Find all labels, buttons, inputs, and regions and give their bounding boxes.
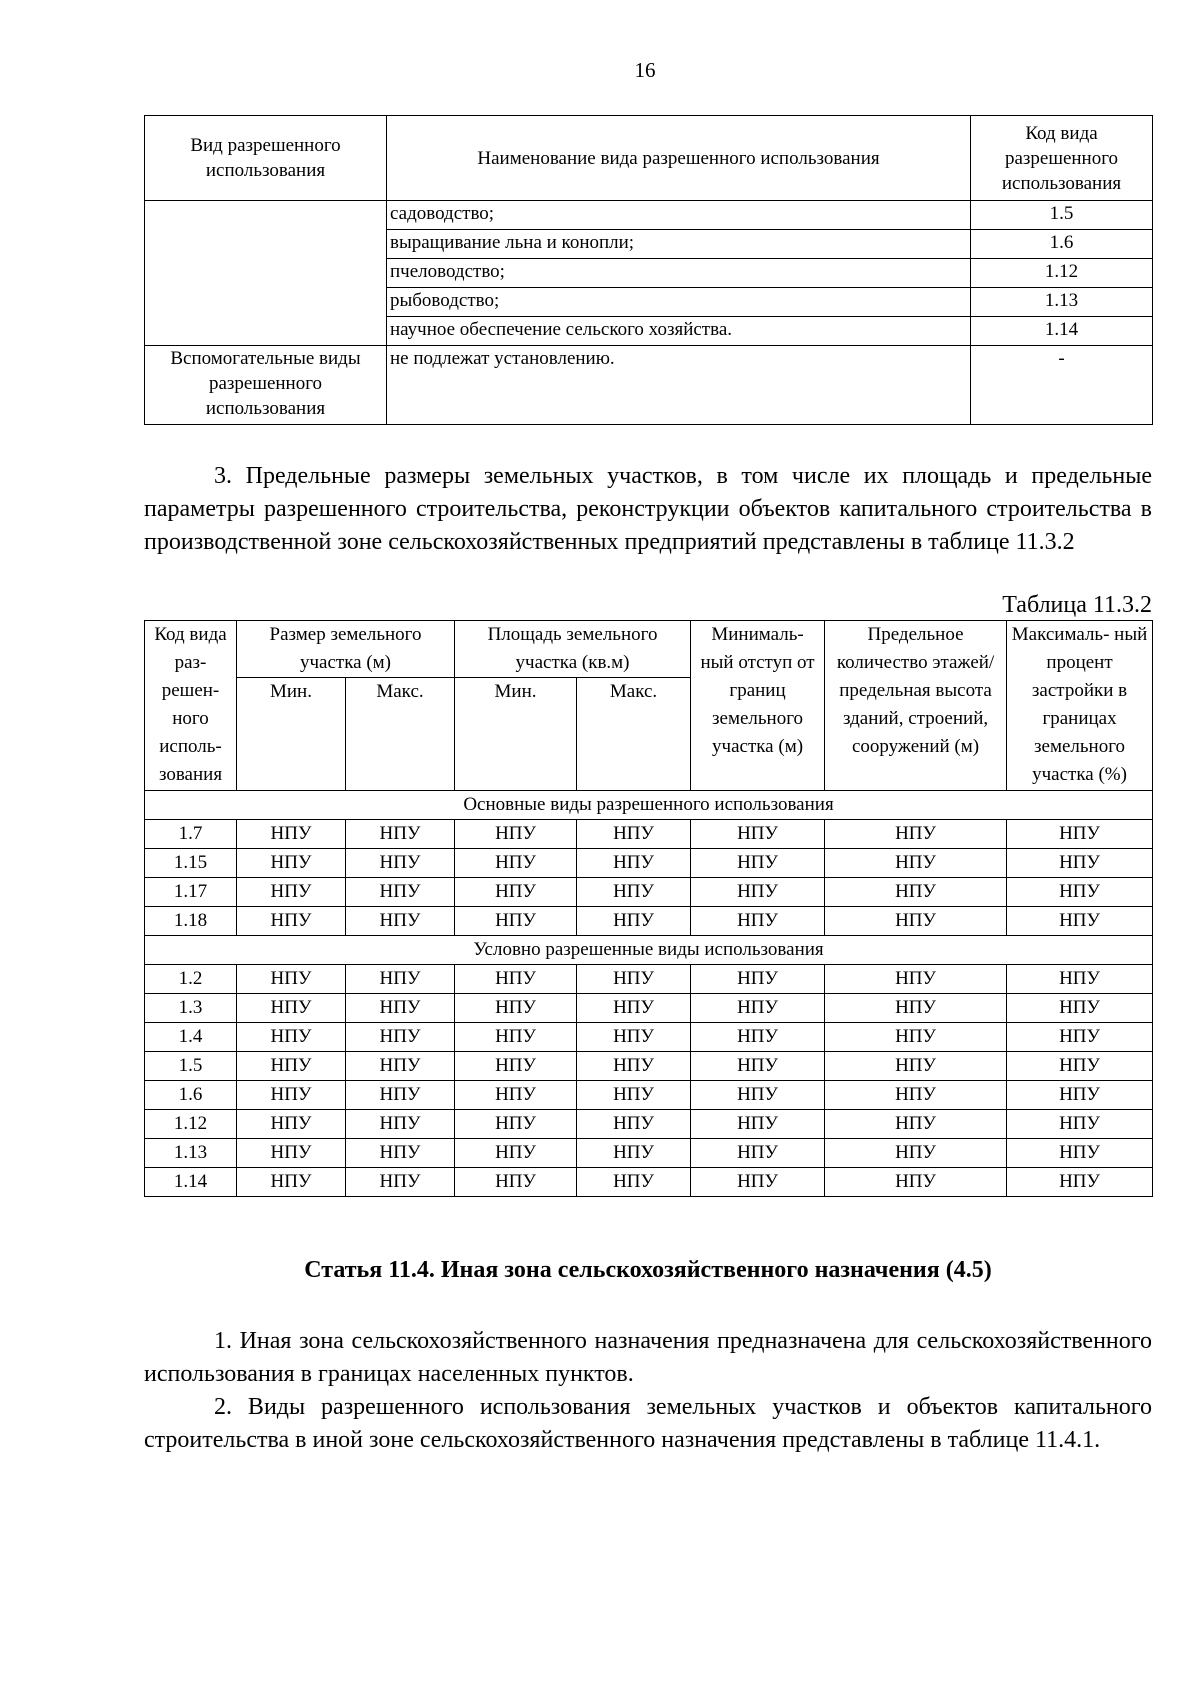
value-cell: НПУ (1007, 994, 1153, 1023)
header-use-code: Код вида разрешенного использования (971, 116, 1153, 201)
header-max-percent: Максималь- ный процент застройки в границах земельного участка (%) (1007, 621, 1153, 791)
use-code-cell: 1.14 (971, 317, 1153, 346)
value-cell: НПУ (825, 849, 1007, 878)
aux-code-cell: - (971, 346, 1153, 425)
code-cell: 1.5 (145, 1052, 237, 1081)
value-cell: НПУ (577, 820, 691, 849)
header-code: Код вида раз- решен- ного исполь- зования (145, 621, 237, 791)
value-cell: НПУ (1007, 1023, 1153, 1052)
section-main-label: Основные виды разрешенного использования (145, 791, 1153, 820)
value-cell: НПУ (455, 1139, 577, 1168)
value-cell: НПУ (825, 1139, 1007, 1168)
value-cell: НПУ (237, 1081, 346, 1110)
use-name-cell: пчеловодство; (387, 259, 971, 288)
code-cell: 1.4 (145, 1023, 237, 1052)
value-cell: НПУ (346, 1023, 455, 1052)
value-cell: НПУ (1007, 1052, 1153, 1081)
code-cell: 1.13 (145, 1139, 237, 1168)
header-min-offset: Минималь- ный отступ от границ земельного участка (м) (691, 621, 825, 791)
table-row (145, 1023, 1153, 1052)
parameters-table (144, 620, 1153, 1197)
table-row (145, 346, 1153, 425)
value-cell: НПУ (455, 1052, 577, 1081)
value-cell: НПУ (577, 1110, 691, 1139)
value-cell: НПУ (346, 994, 455, 1023)
value-cell: НПУ (691, 1139, 825, 1168)
value-cell: НПУ (577, 1168, 691, 1197)
value-cell: НПУ (577, 1139, 691, 1168)
table-row (145, 1168, 1153, 1197)
code-cell: 1.15 (145, 849, 237, 878)
value-cell: НПУ (237, 1023, 346, 1052)
value-cell: НПУ (455, 1110, 577, 1139)
header-plot-size: Размер земельного участка (м) (237, 621, 455, 678)
value-cell: НПУ (237, 907, 346, 936)
value-cell: НПУ (455, 907, 577, 936)
value-cell: НПУ (1007, 820, 1153, 849)
code-cell: 1.6 (145, 1081, 237, 1110)
code-cell: 1.7 (145, 820, 237, 849)
value-cell: НПУ (237, 1052, 346, 1081)
table-row (145, 849, 1153, 878)
value-cell: НПУ (237, 1139, 346, 1168)
value-cell: НПУ (455, 878, 577, 907)
value-cell: НПУ (691, 994, 825, 1023)
value-cell: НПУ (237, 965, 346, 994)
header-size-min: Мин. (237, 678, 346, 791)
value-cell: НПУ (237, 994, 346, 1023)
page-number: 16 (634, 58, 656, 82)
value-cell: НПУ (825, 1052, 1007, 1081)
value-cell: НПУ (346, 878, 455, 907)
value-cell: НПУ (825, 878, 1007, 907)
table-row (145, 201, 1153, 230)
code-cell: 1.3 (145, 994, 237, 1023)
article-paragraph-2 (144, 1391, 1152, 1457)
use-code-cell: 1.6 (971, 230, 1153, 259)
value-cell: НПУ (825, 907, 1007, 936)
header-area-min: Мин. (455, 678, 577, 791)
table-row (145, 965, 1153, 994)
value-cell: НПУ (455, 1081, 577, 1110)
header-size-max: Макс. (346, 678, 455, 791)
value-cell: НПУ (346, 1052, 455, 1081)
value-cell: НПУ (825, 994, 1007, 1023)
value-cell: НПУ (577, 994, 691, 1023)
use-name-cell: научное обеспечение сельского хозяйства. (387, 317, 971, 346)
value-cell: НПУ (1007, 878, 1153, 907)
use-code-cell: 1.12 (971, 259, 1153, 288)
table-row (145, 1110, 1153, 1139)
value-cell: НПУ (346, 849, 455, 878)
value-cell: НПУ (346, 1139, 455, 1168)
table-header-row (145, 116, 1153, 201)
aux-name-cell: не подлежат установлению. (387, 346, 971, 425)
table-header-row (145, 621, 1153, 678)
value-cell: НПУ (455, 1023, 577, 1052)
use-name-cell: садоводство; (387, 201, 971, 230)
value-cell: НПУ (1007, 1081, 1153, 1110)
header-area-max: Макс. (577, 678, 691, 791)
value-cell: НПУ (825, 1081, 1007, 1110)
table-row (145, 994, 1153, 1023)
value-cell: НПУ (455, 1168, 577, 1197)
value-cell: НПУ (346, 820, 455, 849)
article-paragraph-1 (144, 1325, 1152, 1391)
value-cell: НПУ (577, 878, 691, 907)
value-cell: НПУ (1007, 1139, 1153, 1168)
value-cell: НПУ (455, 994, 577, 1023)
value-cell: НПУ (825, 1168, 1007, 1197)
value-cell: НПУ (691, 1052, 825, 1081)
table-row (145, 1081, 1153, 1110)
value-cell: НПУ (1007, 907, 1153, 936)
value-cell: НПУ (237, 820, 346, 849)
section-row (145, 791, 1153, 820)
value-cell: НПУ (346, 1081, 455, 1110)
value-cell: НПУ (691, 965, 825, 994)
empty-type-cell (145, 201, 387, 346)
value-cell: НПУ (577, 1081, 691, 1110)
paragraph-3 (144, 460, 1152, 559)
value-cell: НПУ (237, 849, 346, 878)
use-name-cell: рыбоводство; (387, 288, 971, 317)
table-row (145, 820, 1153, 849)
value-cell: НПУ (691, 1081, 825, 1110)
value-cell: НПУ (691, 907, 825, 936)
value-cell: НПУ (691, 878, 825, 907)
value-cell: НПУ (346, 1110, 455, 1139)
value-cell: НПУ (346, 1168, 455, 1197)
value-cell: НПУ (577, 965, 691, 994)
header-plot-area: Площадь земельного участка (кв.м) (455, 621, 691, 678)
value-cell: НПУ (237, 878, 346, 907)
header-floors: Предельное количество этажей/ предельная высота зданий, строений, сооружений (м) (825, 621, 1007, 791)
table-row (145, 878, 1153, 907)
value-cell: НПУ (1007, 965, 1153, 994)
value-cell: НПУ (825, 965, 1007, 994)
article-heading: Статья 11.4. Иная зона сельскохозяйственного назначения (4.5) (304, 1257, 992, 1283)
article-paragraph-1-text: 1. Иная зона сельскохозяйственного назначения предназначена для сельскохозяйственного использования в границах населенных пунктов. (144, 1328, 1152, 1387)
permitted-use-table (144, 115, 1153, 425)
value-cell: НПУ (825, 1023, 1007, 1052)
value-cell: НПУ (237, 1168, 346, 1197)
section-cond-label: Условно разрешенные виды использования (145, 936, 1153, 965)
table-row (145, 907, 1153, 936)
use-code-cell: 1.13 (971, 288, 1153, 317)
value-cell: НПУ (691, 1023, 825, 1052)
aux-type-cell: Вспомогательные виды разрешенного использования (145, 346, 387, 425)
code-cell: 1.17 (145, 878, 237, 907)
use-name-cell: выращивание льна и конопли; (387, 230, 971, 259)
value-cell: НПУ (577, 907, 691, 936)
code-cell: 1.2 (145, 965, 237, 994)
value-cell: НПУ (455, 849, 577, 878)
header-use-type: Вид разрешенного использования (145, 116, 387, 201)
table-caption: Таблица 11.3.2 (1002, 592, 1152, 618)
code-cell: 1.12 (145, 1110, 237, 1139)
value-cell: НПУ (455, 820, 577, 849)
value-cell: НПУ (237, 1110, 346, 1139)
value-cell: НПУ (691, 849, 825, 878)
article-paragraph-2-text: 2. Виды разрешенного использования земельных участков и объектов капитального строительства в иной зоне сельскохозяйственного назначения представлены в таблице 11.4.1. (144, 1394, 1152, 1453)
value-cell: НПУ (577, 1023, 691, 1052)
table-row (145, 1052, 1153, 1081)
value-cell: НПУ (577, 849, 691, 878)
use-code-cell: 1.5 (971, 201, 1153, 230)
value-cell: НПУ (577, 1052, 691, 1081)
value-cell: НПУ (1007, 1168, 1153, 1197)
value-cell: НПУ (825, 820, 1007, 849)
paragraph-3-text: 3. Предельные размеры земельных участков, в том числе их площадь и предельные параметры разрешенного строительства, реконструкции объектов капитального строительства в производственной зоне сельскохозяйственных предприятий представлены в таблице 11.3.2 (144, 463, 1152, 555)
table-row (145, 1139, 1153, 1168)
value-cell: НПУ (346, 907, 455, 936)
code-cell: 1.18 (145, 907, 237, 936)
value-cell: НПУ (346, 965, 455, 994)
value-cell: НПУ (691, 1168, 825, 1197)
value-cell: НПУ (1007, 849, 1153, 878)
code-cell: 1.14 (145, 1168, 237, 1197)
value-cell: НПУ (691, 820, 825, 849)
value-cell: НПУ (1007, 1110, 1153, 1139)
value-cell: НПУ (825, 1110, 1007, 1139)
value-cell: НПУ (691, 1110, 825, 1139)
value-cell: НПУ (455, 965, 577, 994)
header-use-name: Наименование вида разрешенного использования (387, 116, 971, 201)
section-row (145, 936, 1153, 965)
